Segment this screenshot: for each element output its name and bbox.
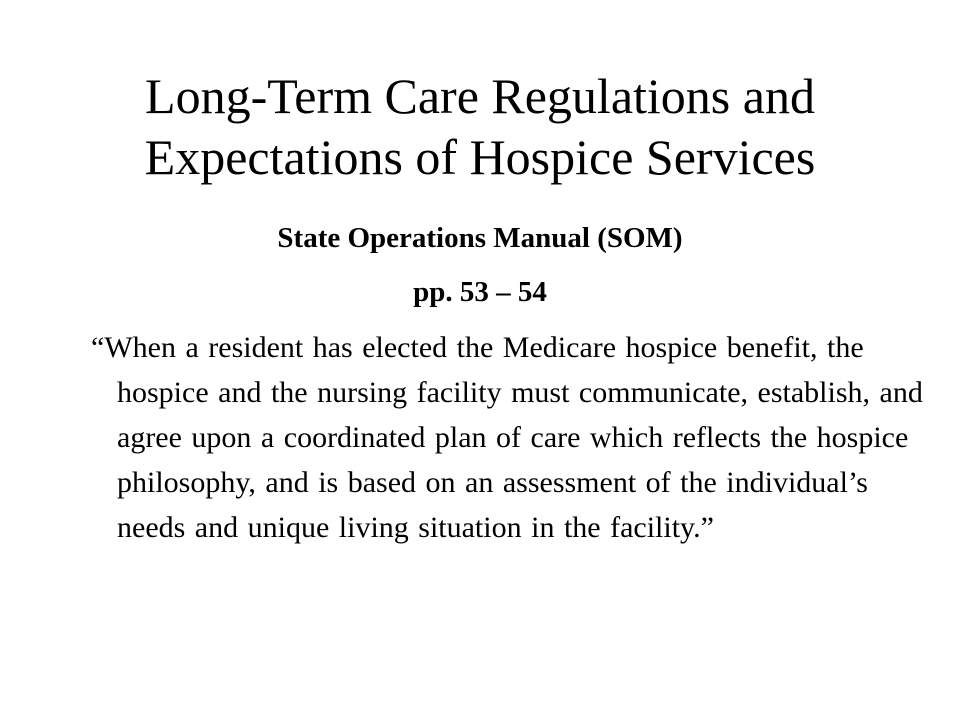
slide-subtitle: State Operations Manual (SOM) — [277, 222, 683, 254]
page-reference: pp. 53 – 54 — [413, 276, 547, 308]
regulation-quote: “When a resident has elected the Medicare hospice benefit, the hospice and the nursing facility must communicate, establish, and agree upon a coordinated plan of care which reflects the hospice philosophy, and is based on an assessment of the individual’s needs and unique living situation in the facility.” — [91, 331, 923, 544]
slide-title: Long-Term Care Regulations and Expectations of Hospice Services — [144, 68, 816, 185]
